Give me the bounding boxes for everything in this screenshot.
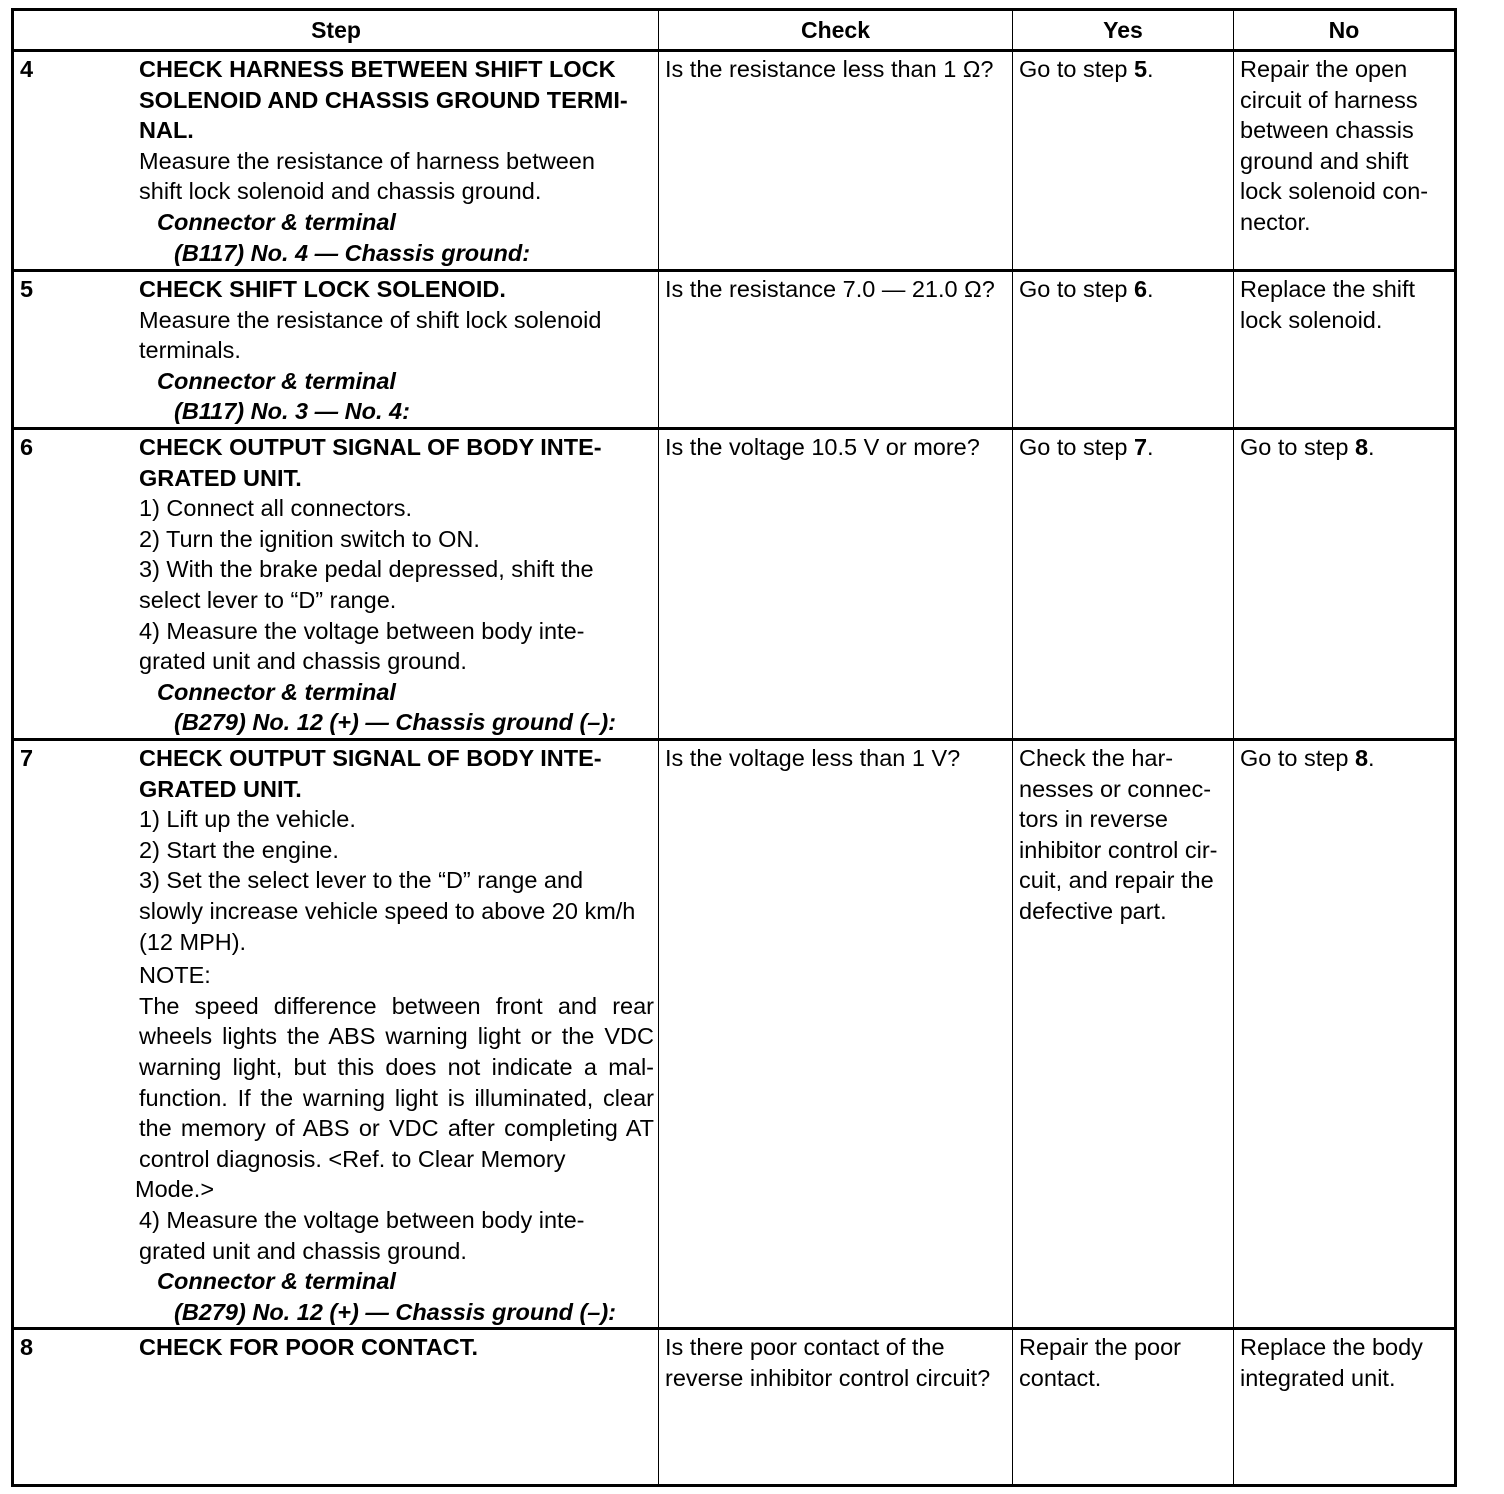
step-instructions: Measure the resistance of shift lock solenoid terminals. [139,306,602,364]
yes-cell [1013,51,1234,271]
step-instructions: 1) Lift up the vehicle. 2) Start the engine. 3) Set the select lever to the “D” range and slowly increase vehicle speed to above 20 km/h (12 MPH). [139,806,636,955]
step-instructions: Measure the resistance of harness between shift lock solenoid and chassis ground. [139,147,595,205]
terminal-spec: (B117) No. 3 — No. 4: [174,398,410,425]
no-action: Repair the open circuit of harness between chassis ground and shift lock solenoid con- nector. [1240,56,1429,235]
table-row [13,740,1456,1329]
connector-label: Connector & terminal [157,208,396,235]
step-number: 4 [20,56,34,82]
no-action: Go to step 8. [1240,745,1375,771]
yes-action: Check the har- nesses or connec- tors in reverse inhibitor control cir- cuit, and repair the defective part. [1019,745,1218,924]
connector-label: Connector & terminal [157,367,396,394]
header-check: Check [659,10,1013,51]
check-question: Is the resistance less than 1 Ω? [665,56,994,82]
check-cell [659,51,1013,271]
no-cell [1234,429,1456,740]
yes-cell [1013,429,1234,740]
diagnostic-table [11,8,1457,1487]
note-label: NOTE: [139,962,211,989]
check-question: Is the resistance 7.0 — 21.0 Ω? [665,276,995,302]
no-action: Replace the shift lock solenoid. [1240,276,1416,333]
check-question: Is the voltage 10.5 V or more? [665,434,980,460]
step-title: CHECK FOR POOR CONTACT. [139,1334,479,1361]
step-title: CHECK SHIFT LOCK SOLENOID. [139,276,506,302]
check-cell [659,271,1013,429]
no-cell [1234,271,1456,429]
check-cell [659,429,1013,740]
yes-cell [1013,1329,1234,1486]
header-step: Step [13,10,659,51]
connector-label: Connector & terminal [157,678,396,705]
table-row [13,51,1456,271]
no-cell [1234,1329,1456,1486]
table-row [13,429,1456,740]
yes-cell [1013,271,1234,429]
no-action: Go to step 8. [1240,434,1375,460]
step-number: 6 [20,434,34,460]
step-title: CHECK OUTPUT SIGNAL OF BODY INTE- GRATED UNIT. [139,434,602,491]
no-action: Replace the body integrated unit. [1240,1334,1423,1391]
table-row [13,271,1456,429]
terminal-spec: (B279) No. 12 (+) — Chassis ground (–): [174,709,617,736]
check-question: Is the voltage less than 1 V? [665,745,961,771]
terminal-spec: (B117) No. 4 — Chassis ground: [174,239,531,266]
step-title: CHECK HARNESS BETWEEN SHIFT LOCK SOLENOID AND CHASSIS GROUND TERMI- NAL. [139,56,628,144]
check-cell [659,740,1013,1329]
header-yes: Yes [1013,10,1234,51]
header-no: No [1234,10,1456,51]
connector-label: Connector & terminal [157,1268,396,1295]
no-cell [1234,51,1456,271]
step-cell [13,740,659,1329]
yes-action: Repair the poor contact. [1019,1334,1181,1391]
check-cell [659,1329,1013,1486]
step-cell [13,51,659,271]
yes-cell [1013,740,1234,1329]
step-instructions: 1) Connect all connectors. 2) Turn the ignition switch to ON. 3) With the brake pedal depressed, shift the select lever to “D” range. 4) Measure the voltage between body inte- grated unit and chassis ground. [139,495,594,675]
yes-action: Go to step 7. [1019,434,1154,460]
step-title: CHECK OUTPUT SIGNAL OF BODY INTE- GRATED UNIT. [139,745,602,802]
step-number: 7 [20,745,34,771]
table-row [13,1329,1456,1486]
step-cell [13,429,659,740]
step-cell [13,1329,659,1486]
terminal-spec: (B279) No. 12 (+) — Chassis ground (–): [174,1298,617,1325]
yes-action: Go to step 5. [1019,56,1154,82]
yes-action: Go to step 6. [1019,276,1154,302]
header-row [13,10,1456,51]
no-cell [1234,740,1456,1329]
step-instructions-continued: 4) Measure the voltage between body inte- grated unit and chassis ground. [139,1206,585,1264]
check-question: Is there poor contact of the reverse inhibitor control circuit? [665,1334,991,1391]
step-number: 8 [20,1334,34,1361]
step-number: 5 [20,276,34,302]
note-text: The speed difference between front and rear wheels lights the ABS warning light or the VDC warning light, but this does not indicate a mal- function. If the warning light is illuminated, clear the memory of ABS or VDC after completing AT control diagnosis. <Ref. to Clear Memory Mode.> [135,992,654,1203]
step-cell [13,271,659,429]
